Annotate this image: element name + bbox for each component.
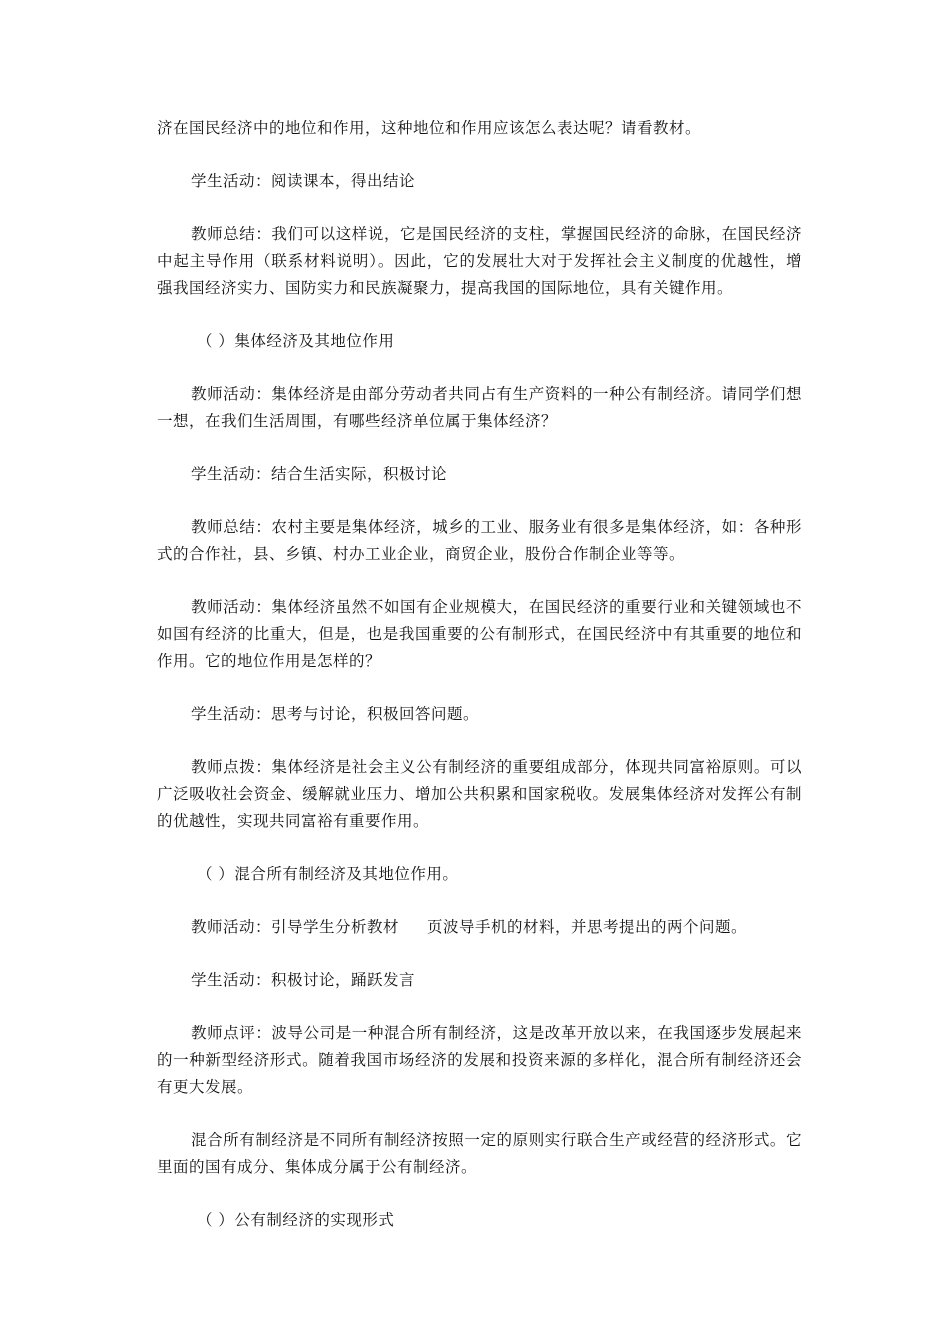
paragraph-student-activity: 学生活动：阅读课本，得出结论 xyxy=(191,172,416,190)
document-page xyxy=(157,115,802,1260)
paragraph-teacher-comment: 教师点评：波导公司是一种混合所有制经济，这是改革开放以来，在我国逐步发展起来的一种新型经济形式。随着我国市场经济的发展和投资来源的多样化，混合所有制经济还会有更大发展。 xyxy=(157,1024,802,1096)
paragraph-student-activity: 学生活动：思考与讨论，积极回答问题。 xyxy=(191,705,480,723)
paragraph-teacher-guidance: 教师点拨：集体经济是社会主义公有制经济的重要组成部分，体现共同富裕原则。可以广泛吸收社会资金、缓解就业压力、增加公共积累和国家税收。发展集体经济对发挥公有制的优越性，实现共同富裕有重要作用。 xyxy=(157,758,802,830)
paragraph-text-part: 页波导手机的材料，并思考提出的两个问题。 xyxy=(427,918,748,936)
paragraph-student-activity: 学生活动：结合生活实际，积极讨论 xyxy=(191,465,448,483)
paragraph-teacher-activity: 教师活动：集体经济是由部分劳动者共同占有生产资料的一种公有制经济。请同学们想一想，在我们生活周围，有哪些经济单位属于集体经济？ xyxy=(157,385,802,430)
paragraph-teacher-summary: 教师总结：我们可以这样说，它是国民经济的支柱，掌握国民经济的命脉，在国民经济中起主导作用（联系材料说明）。因此，它的发展壮大对于发挥社会主义制度的优越性，增强我国经济实力、国防实力和民族凝聚力，提高我国的国际地位，具有关键作用。 xyxy=(157,225,802,297)
section-heading-public-ownership-forms: （ ）公有制经济的实现形式 xyxy=(197,1211,395,1229)
paragraph-teacher-summary: 教师总结：农村主要是集体经济，城乡的工业、服务业有很多是集体经济，如：各种形式的合作社，县、乡镇、村办工业企业，商贸企业，股份合作制企业等等。 xyxy=(157,518,802,563)
section-heading-mixed-ownership: （ ）混合所有制经济及其地位作用。 xyxy=(197,865,459,883)
paragraph-student-activity: 学生活动：积极讨论，踊跃发言 xyxy=(191,971,416,989)
paragraph-definition: 混合所有制经济是不同所有制经济按照一定的原则实行联合生产或经营的经济形式。它里面的国有成分、集体成分属于公有制经济。 xyxy=(157,1131,802,1176)
paragraph-continuation: 济在国民经济中的地位和作用，这种地位和作用应该怎么表达呢？请看教材。 xyxy=(157,119,702,137)
section-heading-collective-economy: （ ）集体经济及其地位作用 xyxy=(197,332,395,350)
paragraph-teacher-activity xyxy=(157,914,802,941)
paragraph-text-part: 教师活动：引导学生分析教材 xyxy=(191,918,400,936)
paragraph-teacher-activity: 教师活动：集体经济虽然不如国有企业规模大，在国民经济的重要行业和关键领域也不如国有经济的比重大，但是，也是我国重要的公有制形式，在国民经济中有其重要的地位和作用。它的地位作用是怎样的？ xyxy=(157,598,802,670)
